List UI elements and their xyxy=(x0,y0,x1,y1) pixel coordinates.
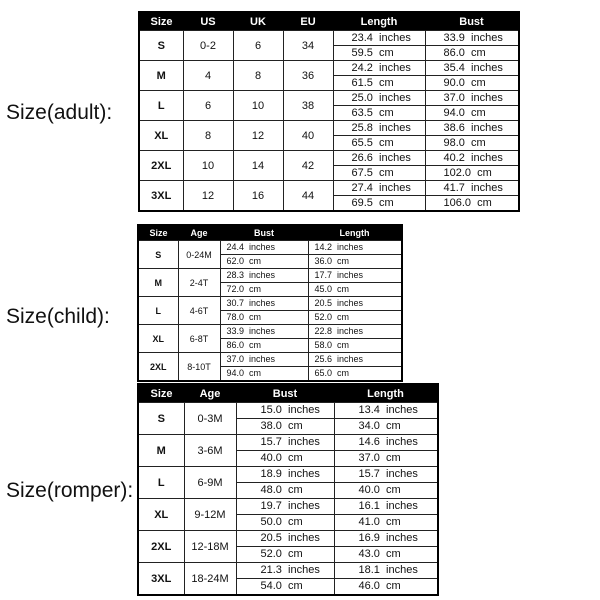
table-row xyxy=(139,181,519,212)
column-header-size: Size xyxy=(138,225,178,241)
value-cm: 62.0 cm xyxy=(221,254,308,268)
cell-size: M xyxy=(139,61,183,91)
cell-length xyxy=(308,325,402,353)
value-inches: 26.6 inches xyxy=(351,152,411,164)
value-inches: 25.8 inches xyxy=(351,122,411,134)
cell-uk: 8 xyxy=(233,61,283,91)
value-inches: 27.4 inches xyxy=(351,182,411,194)
cell-bust xyxy=(220,241,308,269)
cell-length xyxy=(334,531,438,563)
romper-size-table xyxy=(137,383,439,596)
table-row xyxy=(138,563,438,596)
cell-size: XL xyxy=(139,121,183,151)
cell-age: 0-24M xyxy=(178,241,220,269)
cell-uk: 12 xyxy=(233,121,283,151)
value-inches: 21.3 inches xyxy=(260,564,320,576)
table-row xyxy=(139,31,519,61)
adult-table-header xyxy=(139,12,519,31)
value-inches: 15.0 inches xyxy=(260,404,320,416)
value-cm: 63.5 cm xyxy=(334,105,425,120)
cell-uk: 6 xyxy=(233,31,283,61)
value-cm: 52.0 cm xyxy=(237,546,334,562)
value-inches: 16.1 inches xyxy=(358,500,418,512)
column-header-bust: Bust xyxy=(236,384,334,403)
cell-size: 2XL xyxy=(138,353,178,382)
cell-age: 6-8T xyxy=(178,325,220,353)
value-inches: 38.6 inches xyxy=(443,122,503,134)
cell-us: 0-2 xyxy=(183,31,233,61)
table-row xyxy=(139,121,519,151)
column-header-size: Size xyxy=(138,384,184,403)
cell-size: L xyxy=(139,91,183,121)
cell-length xyxy=(308,241,402,269)
cell-us: 8 xyxy=(183,121,233,151)
value-cm: 43.0 cm xyxy=(335,546,438,562)
cell-uk: 10 xyxy=(233,91,283,121)
value-inches: 18.1 inches xyxy=(358,564,418,576)
value-cm: 46.0 cm xyxy=(335,578,438,594)
cell-age: 8-10T xyxy=(178,353,220,382)
cell-length xyxy=(333,91,425,121)
cell-size: 2XL xyxy=(139,151,183,181)
cell-eu: 36 xyxy=(283,61,333,91)
cell-bust xyxy=(236,499,334,531)
cell-eu: 44 xyxy=(283,181,333,212)
cell-bust xyxy=(220,297,308,325)
cell-eu: 42 xyxy=(283,151,333,181)
table-row xyxy=(138,269,402,297)
value-cm: 98.0 cm xyxy=(426,135,519,150)
value-cm: 37.0 cm xyxy=(335,450,438,466)
value-inches: 37.0 inches xyxy=(226,354,276,364)
value-inches: 40.2 inches xyxy=(443,152,503,164)
cell-bust xyxy=(236,563,334,596)
value-inches: 24.4 inches xyxy=(226,242,276,252)
table-row xyxy=(138,297,402,325)
value-cm: 54.0 cm xyxy=(237,578,334,594)
value-cm: 34.0 cm xyxy=(335,418,438,434)
cell-size: S xyxy=(139,31,183,61)
label-size-romper: Size(romper): xyxy=(6,479,134,502)
value-inches: 13.4 inches xyxy=(358,404,418,416)
value-inches: 25.6 inches xyxy=(314,354,364,364)
value-inches: 28.3 inches xyxy=(226,270,276,280)
child-table-body xyxy=(138,241,402,382)
cell-bust xyxy=(425,181,519,212)
column-header-length: Length xyxy=(308,225,402,241)
value-cm: 38.0 cm xyxy=(237,418,334,434)
cell-size: 3XL xyxy=(139,181,183,212)
value-cm: 106.0 cm xyxy=(426,195,519,210)
value-inches: 22.8 inches xyxy=(314,326,364,336)
value-inches: 17.7 inches xyxy=(314,270,364,280)
table-row xyxy=(138,531,438,563)
value-cm: 102.0 cm xyxy=(426,165,519,180)
table-row xyxy=(138,353,402,382)
cell-size: XL xyxy=(138,325,178,353)
cell-bust xyxy=(236,435,334,467)
cell-size: 3XL xyxy=(138,563,184,596)
cell-bust xyxy=(425,61,519,91)
cell-size: 2XL xyxy=(138,531,184,563)
cell-us: 6 xyxy=(183,91,233,121)
value-cm: 45.0 cm xyxy=(309,282,402,296)
cell-bust xyxy=(236,531,334,563)
value-inches: 14.2 inches xyxy=(314,242,364,252)
label-size-adult: Size(adult): xyxy=(6,101,113,124)
cell-size: S xyxy=(138,403,184,435)
cell-bust xyxy=(220,353,308,382)
cell-us: 4 xyxy=(183,61,233,91)
value-cm: 65.0 cm xyxy=(309,366,402,380)
column-header-uk: UK xyxy=(233,12,283,31)
cell-length xyxy=(334,563,438,596)
label-size-child: Size(child): xyxy=(6,305,110,328)
value-cm: 65.5 cm xyxy=(334,135,425,150)
value-inches: 37.0 inches xyxy=(443,92,503,104)
column-header-us: US xyxy=(183,12,233,31)
cell-bust xyxy=(425,151,519,181)
cell-uk: 16 xyxy=(233,181,283,212)
cell-bust xyxy=(425,31,519,61)
cell-length xyxy=(308,297,402,325)
value-inches: 41.7 inches xyxy=(443,182,503,194)
cell-size: M xyxy=(138,435,184,467)
table-row xyxy=(139,91,519,121)
cell-age: 0-3M xyxy=(184,403,236,435)
cell-uk: 14 xyxy=(233,151,283,181)
value-cm: 86.0 cm xyxy=(426,45,519,60)
cell-length xyxy=(308,269,402,297)
adult-table-body xyxy=(139,31,519,212)
cell-bust xyxy=(220,325,308,353)
cell-age: 18-24M xyxy=(184,563,236,596)
table-row xyxy=(138,499,438,531)
cell-age: 2-4T xyxy=(178,269,220,297)
value-inches: 35.4 inches xyxy=(443,62,503,74)
adult-size-table xyxy=(138,11,520,212)
cell-length xyxy=(333,151,425,181)
value-inches: 14.6 inches xyxy=(358,436,418,448)
value-inches: 15.7 inches xyxy=(260,436,320,448)
table-row xyxy=(138,435,438,467)
value-cm: 78.0 cm xyxy=(221,310,308,324)
cell-size: S xyxy=(138,241,178,269)
value-cm: 50.0 cm xyxy=(237,514,334,530)
value-cm: 59.5 cm xyxy=(334,45,425,60)
value-inches: 20.5 inches xyxy=(260,532,320,544)
value-inches: 30.7 inches xyxy=(226,298,276,308)
cell-length xyxy=(333,31,425,61)
value-cm: 90.0 cm xyxy=(426,75,519,90)
value-cm: 52.0 cm xyxy=(309,310,402,324)
column-header-length: Length xyxy=(333,12,425,31)
cell-bust xyxy=(220,269,308,297)
value-cm: 67.5 cm xyxy=(334,165,425,180)
cell-age: 9-12M xyxy=(184,499,236,531)
value-inches: 23.4 inches xyxy=(351,32,411,44)
cell-us: 12 xyxy=(183,181,233,212)
cell-size: L xyxy=(138,467,184,499)
value-cm: 61.5 cm xyxy=(334,75,425,90)
cell-length xyxy=(334,435,438,467)
cell-length xyxy=(334,467,438,499)
value-cm: 40.0 cm xyxy=(237,450,334,466)
column-header-bust: Bust xyxy=(220,225,308,241)
cell-bust xyxy=(236,403,334,435)
value-cm: 94.0 cm xyxy=(426,105,519,120)
cell-age: 4-6T xyxy=(178,297,220,325)
cell-eu: 34 xyxy=(283,31,333,61)
table-row xyxy=(138,467,438,499)
cell-us: 10 xyxy=(183,151,233,181)
cell-bust xyxy=(425,91,519,121)
value-inches: 25.0 inches xyxy=(351,92,411,104)
value-cm: 72.0 cm xyxy=(221,282,308,296)
cell-length xyxy=(334,403,438,435)
value-cm: 69.5 cm xyxy=(334,195,425,210)
value-cm: 58.0 cm xyxy=(309,338,402,352)
cell-age: 12-18M xyxy=(184,531,236,563)
value-inches: 16.9 inches xyxy=(358,532,418,544)
column-header-length: Length xyxy=(334,384,438,403)
value-inches: 24.2 inches xyxy=(351,62,411,74)
column-header-age: Age xyxy=(184,384,236,403)
column-header-age: Age xyxy=(178,225,220,241)
cell-length xyxy=(308,353,402,382)
child-table-header xyxy=(138,225,402,241)
value-cm: 94.0 cm xyxy=(221,366,308,380)
value-inches: 18.9 inches xyxy=(260,468,320,480)
cell-bust xyxy=(425,121,519,151)
cell-eu: 40 xyxy=(283,121,333,151)
value-inches: 33.9 inches xyxy=(443,32,503,44)
value-inches: 15.7 inches xyxy=(358,468,418,480)
cell-length xyxy=(333,61,425,91)
cell-age: 3-6M xyxy=(184,435,236,467)
table-row xyxy=(139,151,519,181)
value-cm: 36.0 cm xyxy=(309,254,402,268)
column-header-eu: EU xyxy=(283,12,333,31)
cell-size: L xyxy=(138,297,178,325)
value-inches: 19.7 inches xyxy=(260,500,320,512)
value-cm: 48.0 cm xyxy=(237,482,334,498)
table-row xyxy=(138,241,402,269)
cell-length xyxy=(334,499,438,531)
cell-length xyxy=(333,181,425,212)
cell-bust xyxy=(236,467,334,499)
value-inches: 33.9 inches xyxy=(226,326,276,336)
cell-size: M xyxy=(138,269,178,297)
table-row xyxy=(138,403,438,435)
value-cm: 86.0 cm xyxy=(221,338,308,352)
value-cm: 40.0 cm xyxy=(335,482,438,498)
romper-table-body xyxy=(138,403,438,596)
table-row xyxy=(139,61,519,91)
cell-eu: 38 xyxy=(283,91,333,121)
cell-age: 6-9M xyxy=(184,467,236,499)
value-cm: 41.0 cm xyxy=(335,514,438,530)
cell-length xyxy=(333,121,425,151)
value-inches: 20.5 inches xyxy=(314,298,364,308)
table-row xyxy=(138,325,402,353)
child-size-table xyxy=(137,224,403,382)
romper-table-header xyxy=(138,384,438,403)
cell-size: XL xyxy=(138,499,184,531)
column-header-bust: Bust xyxy=(425,12,519,31)
column-header-size: Size xyxy=(139,12,183,31)
